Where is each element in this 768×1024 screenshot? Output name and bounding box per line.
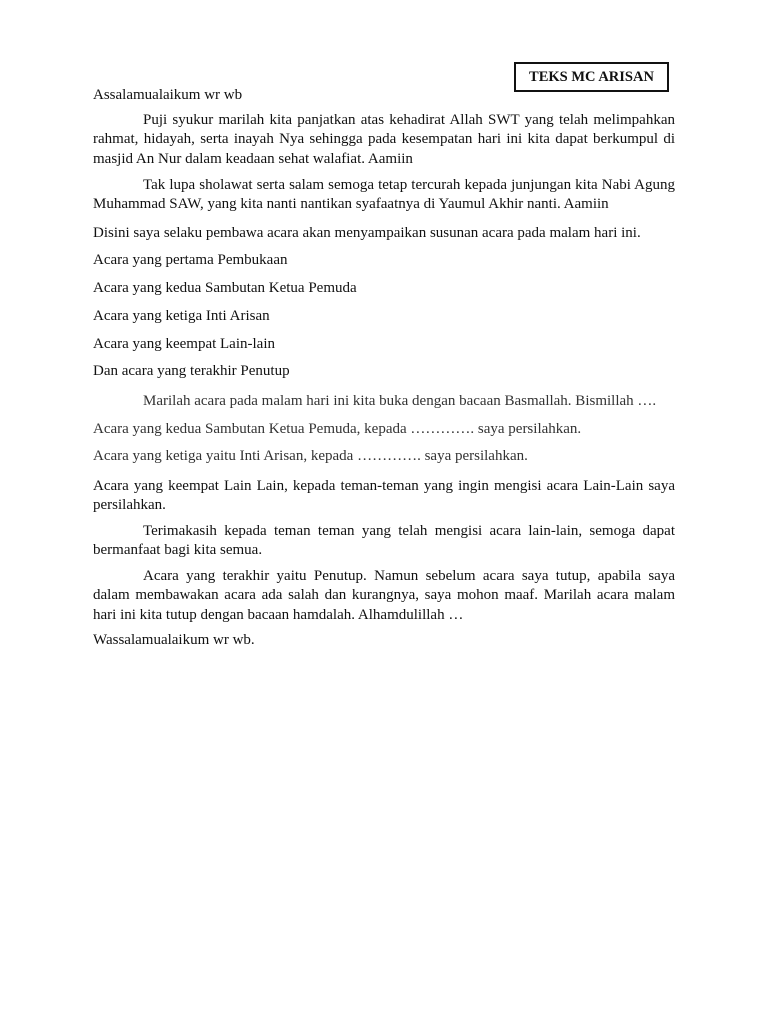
paragraph-third-agenda: Acara yang ketiga yaitu Inti Arisan, kepada …………. saya persilahkan. — [93, 448, 528, 464]
paragraph-second-agenda: Acara yang kedua Sambutan Ketua Pemuda, kepada …………. saya persilahkan. — [93, 421, 582, 437]
agenda-item-4: Acara yang keempat Lain-lain — [93, 336, 275, 352]
greeting-closing: Wassalamualaikum wr wb. — [93, 632, 255, 648]
paragraph-thanks: Terimakasih kepada teman teman yang telah mengisi acara lain-lain, semoga dapat bermanfaat bagi kita semua. — [93, 523, 675, 559]
paragraph-intro-agenda: Disini saya selaku pembawa acara akan menyampaikan susunan acara pada malam hari ini. — [93, 225, 641, 241]
paragraph-closing: Acara yang terakhir yaitu Penutup. Namun sebelum acara saya tutup, apabila saya dalam membawakan acara ada salah dan kurangnya, saya mohon maaf. Marilah acara malam hari ini kita tutup dengan bacaan hamdalah. Alhamdulillah … — [93, 568, 675, 623]
agenda-item-3: Acara yang ketiga Inti Arisan — [93, 308, 270, 324]
agenda-item-5: Dan acara yang terakhir Penutup — [93, 363, 290, 379]
agenda-item-1: Acara yang pertama Pembukaan — [93, 252, 288, 268]
paragraph-praise: Puji syukur marilah kita panjatkan atas kehadirat Allah SWT yang telah melimpahkan rahmat, hidayah, serta inayah Nya sehingga pada kesempatan hari ini kita dapat berkumpul di masjid An Nur dalam keadaan sehat walafiat. Aamiin — [93, 112, 675, 167]
agenda-item-2: Acara yang kedua Sambutan Ketua Pemuda — [93, 280, 357, 296]
paragraph-fourth-agenda: Acara yang keempat Lain Lain, kepada teman-teman yang ingin mengisi acara Lain-Lain saya persilahkan. — [93, 478, 675, 514]
greeting-opening: Assalamualaikum wr wb — [93, 87, 243, 103]
document-title: TEKS MC ARISAN — [514, 62, 669, 92]
paragraph-sholawat: Tak lupa sholawat serta salam semoga tetap tercurah kepada junjungan kita Nabi Agung Muhammad SAW, yang kita nanti nantikan syafaatnya di Yaumul Akhir nanti. Aamiin — [93, 177, 675, 213]
paragraph-opening-basmallah: Marilah acara pada malam hari ini kita buka dengan bacaan Basmallah. Bismillah …. — [143, 393, 657, 409]
